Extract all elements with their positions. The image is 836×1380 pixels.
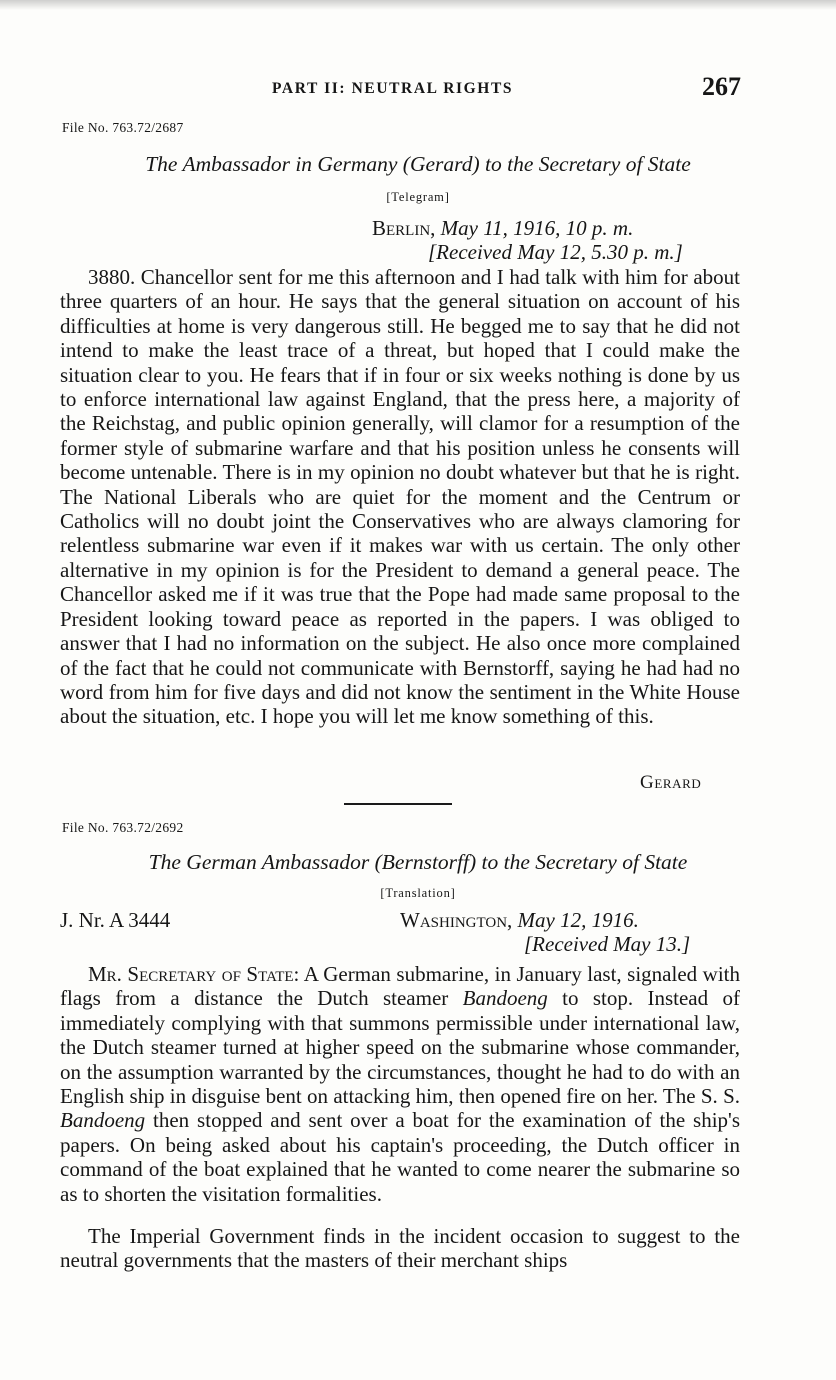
doc2-paragraph-1 [60, 962, 740, 1206]
doc2-salutation: Mr. Secretary of State: [88, 962, 300, 986]
section-divider [344, 803, 452, 805]
doc2-paragraph-2 [60, 1224, 740, 1273]
scan-edge-shadow [0, 0, 836, 10]
doc1-body [60, 265, 740, 729]
doc2-received: [Received May 13.] [524, 932, 691, 956]
doc2-place: Washington, [400, 908, 513, 932]
doc2-para1-b: to stop. Instead of immediately complying with that summons permissible under international law, the Dutch steamer turned at higher speed on the submarine whose commander, on the assumption warranted by the circumstances, thought he had to do with an English ship in disguise bent on attacking him, then opened fire on her. The S. S. [60, 986, 740, 1109]
doc2-reference: J. Nr. A 3444 [60, 908, 171, 932]
doc2-ship-name-repeat: Bandoeng [60, 1108, 146, 1133]
doc1-title: The Ambassador in Germany (Gerard) to the Secretary of State [145, 152, 691, 176]
doc2-ship-name: Bandoeng [462, 986, 548, 1011]
doc2-dateline [400, 908, 639, 933]
doc1-place: Berlin, [372, 216, 436, 240]
doc2-para1-a: A German submarine, in January last, signaled with flags from a distance the Dutch steamer [60, 962, 740, 1011]
running-head [0, 72, 836, 106]
doc1-type: [Telegram] [386, 190, 450, 204]
doc2-para2-text: The Imperial Government finds in the incident occasion to suggest to the neutral governments that the masters of their merchant ships [60, 1224, 740, 1273]
doc1-dateline [372, 216, 633, 241]
doc2-type: [Translation] [380, 886, 456, 900]
running-head-title: PART II: NEUTRAL RIGHTS [272, 80, 514, 97]
doc1-signature: Gerard [640, 772, 702, 793]
doc1-file-number: File No. 763.72/2687 [62, 120, 184, 135]
doc2-para1-c: then stopped and sent over a boat for the examination of the ship's papers. On being asked about his captain's proceeding, the Dutch officer in command of the boat explained that he wanted to come nearer the submarine so as to shorten the visitation formalities. [60, 1108, 740, 1206]
doc1-received: [Received May 12, 5.30 p. m.] [428, 240, 683, 264]
doc2-title: The German Ambassador (Bernstorff) to the Secretary of State [148, 850, 688, 874]
page-number: 267 [702, 72, 741, 101]
doc2-date: May 12, 1916. [517, 908, 639, 932]
doc2-file-number: File No. 763.72/2692 [62, 820, 184, 835]
doc1-body-text: 3880. Chancellor sent for me this afternoon and I had talk with him for about three quarters of an hour. He says that the general situation on account of his difficulties at home is very dangerous still. He begged me to say that he did not intend to make the least trace of a threat, but hoped that I could make the situation clear to you. He fears that if in four or six weeks nothing is done by us to enforce international law against England, that the press here, a majority of the Reichstag, and public opinion generally, will clamor for a resumption of the former style of submarine warfare and that his position unless he consents will become untenable. There is in my opinion no doubt whatever but that he is right. The National Liberals who are quiet for the moment and the Centrum or Catholics will no doubt joint the Conservatives who are always clamoring for relentless submarine war even if it makes war with us certain. The only other alternative in my opinion is for the President to demand a general peace. The Chancellor asked me if it was true that the Pope had made same proposal to the President looking toward peace as reported in the papers. I was obliged to answer that I had no information on the subject. He also once more complained of the fact that he could not communicate with Bernstorff, saying he had had no word from him for five days and did not know the sentiment in the White House about the situation, etc. I hope you will let me know something of this. [60, 265, 740, 729]
doc1-date: May 11, 1916, 10 p. m. [440, 216, 634, 240]
